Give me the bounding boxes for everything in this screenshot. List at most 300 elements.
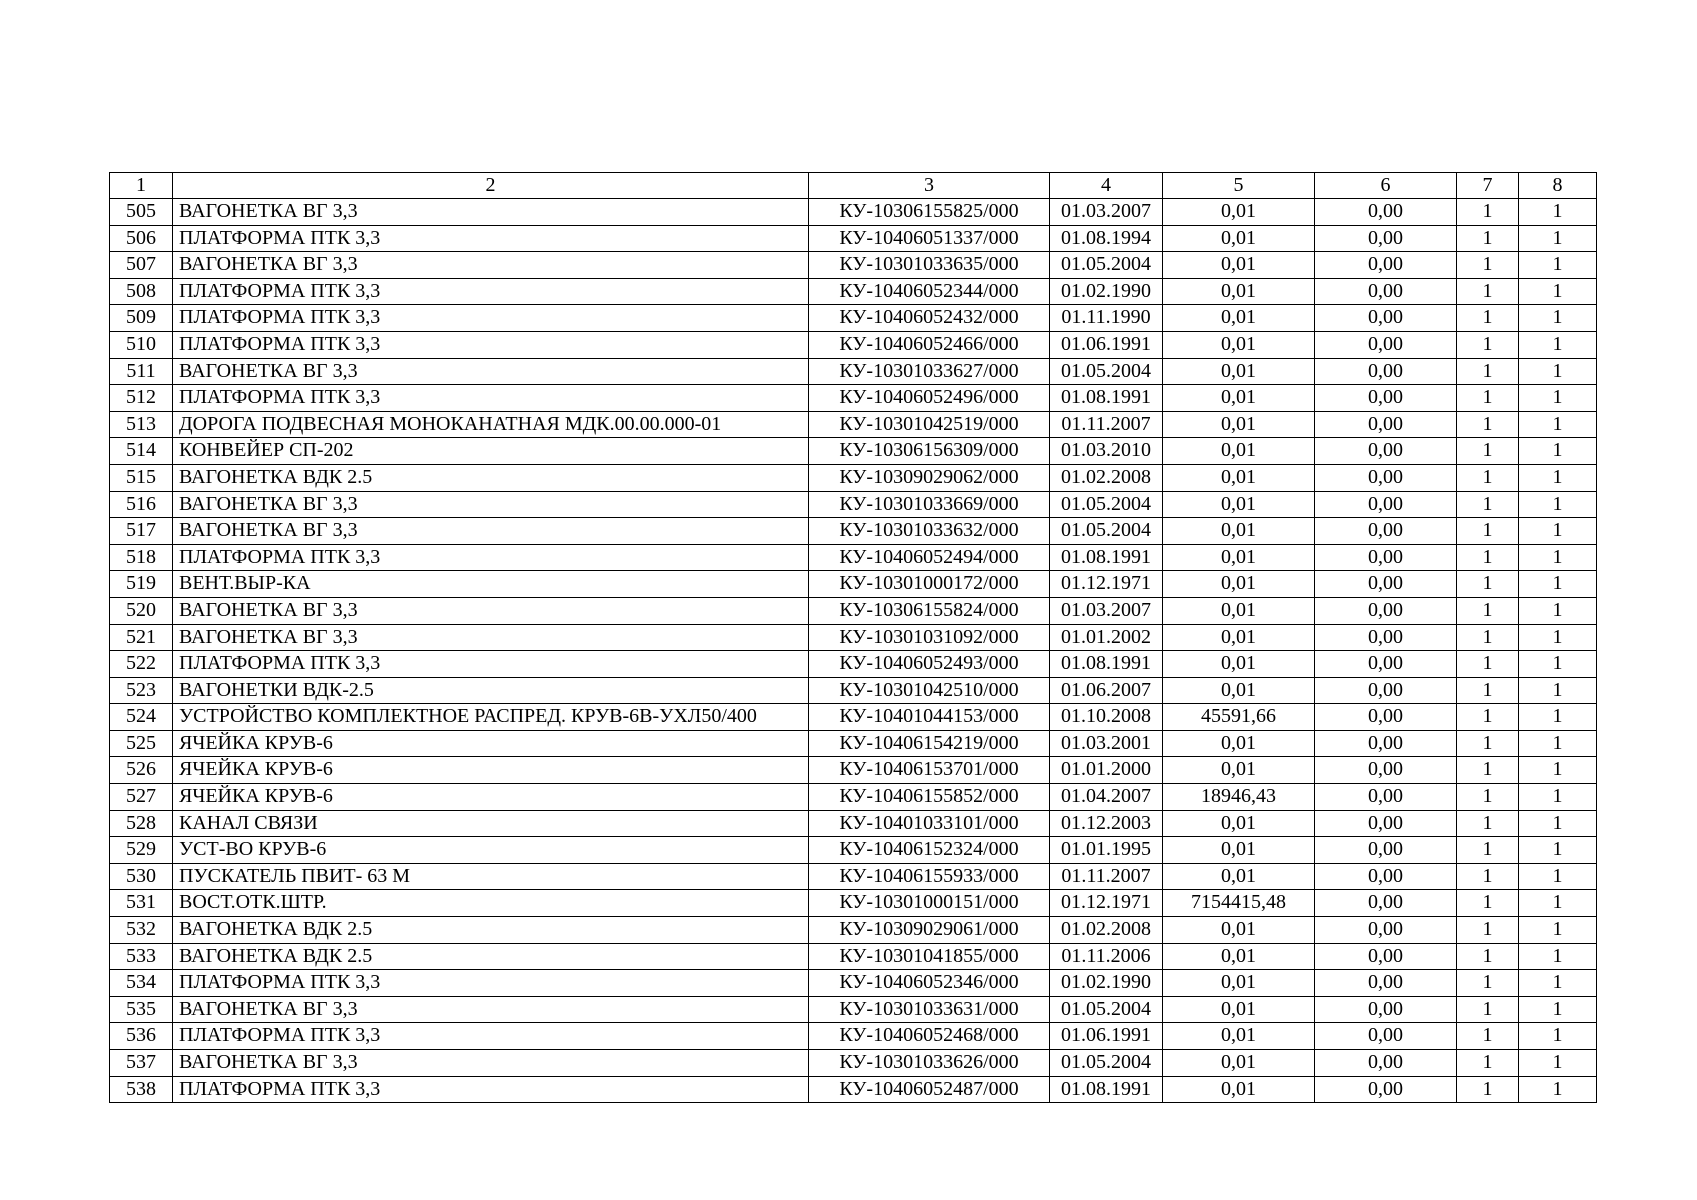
count-cell: 1 (1519, 677, 1597, 704)
date-cell: 01.02.1990 (1050, 278, 1163, 305)
value-cell: 0,01 (1163, 358, 1315, 385)
row-number: 508 (110, 278, 173, 305)
table-row (110, 331, 1597, 358)
value-cell: 0,00 (1315, 810, 1457, 837)
table-row (110, 757, 1597, 784)
table-row (110, 996, 1597, 1023)
row-number: 530 (110, 863, 173, 890)
asset-name: ВАГОНЕТКА ВДК 2.5 (173, 943, 809, 970)
value-cell: 0,00 (1315, 411, 1457, 438)
inventory-number: КУ-10301033669/000 (809, 491, 1050, 518)
count-cell: 1 (1457, 305, 1519, 332)
date-cell: 01.03.2007 (1050, 199, 1163, 226)
count-cell: 1 (1457, 411, 1519, 438)
row-number: 512 (110, 385, 173, 412)
count-cell: 1 (1519, 331, 1597, 358)
value-cell: 0,00 (1315, 917, 1457, 944)
asset-name: ВАГОНЕТКА ВДК 2.5 (173, 464, 809, 491)
column-header: 2 (173, 173, 809, 199)
count-cell: 1 (1519, 810, 1597, 837)
inventory-number: КУ-10306155824/000 (809, 597, 1050, 624)
inventory-number: КУ-10406052496/000 (809, 385, 1050, 412)
table-row (110, 305, 1597, 332)
value-cell: 0,00 (1315, 970, 1457, 997)
count-cell: 1 (1457, 863, 1519, 890)
count-cell: 1 (1457, 358, 1519, 385)
asset-name: ВАГОНЕТКА ВГ 3,3 (173, 996, 809, 1023)
value-cell: 0,00 (1315, 651, 1457, 678)
inventory-number: КУ-10401044153/000 (809, 704, 1050, 731)
value-cell: 0,00 (1315, 385, 1457, 412)
asset-name: ВАГОНЕТКА ВГ 3,3 (173, 199, 809, 226)
table-row (110, 278, 1597, 305)
asset-name: ВАГОНЕТКА ВГ 3,3 (173, 518, 809, 545)
date-cell: 01.11.2006 (1050, 943, 1163, 970)
count-cell: 1 (1519, 704, 1597, 731)
table-row (110, 358, 1597, 385)
value-cell: 0,01 (1163, 757, 1315, 784)
asset-name: УСТРОЙСТВО КОМПЛЕКТНОЕ РАСПРЕД. КРУВ-6В-УХЛ50/400 (173, 704, 809, 731)
count-cell: 1 (1457, 996, 1519, 1023)
inventory-number: КУ-10406052493/000 (809, 651, 1050, 678)
value-cell: 0,00 (1315, 757, 1457, 784)
inventory-number: КУ-10301031092/000 (809, 624, 1050, 651)
asset-name: ПЛАТФОРМА ПТК 3,3 (173, 385, 809, 412)
date-cell: 01.03.2007 (1050, 597, 1163, 624)
row-number: 518 (110, 544, 173, 571)
row-number: 522 (110, 651, 173, 678)
value-cell: 0,00 (1315, 518, 1457, 545)
row-number: 526 (110, 757, 173, 784)
value-cell: 0,01 (1163, 518, 1315, 545)
date-cell: 01.08.1991 (1050, 385, 1163, 412)
count-cell: 1 (1519, 597, 1597, 624)
row-number: 523 (110, 677, 173, 704)
value-cell: 0,00 (1315, 677, 1457, 704)
count-cell: 1 (1519, 252, 1597, 279)
date-cell: 01.11.2007 (1050, 411, 1163, 438)
asset-name: ПЛАТФОРМА ПТК 3,3 (173, 970, 809, 997)
row-number: 538 (110, 1076, 173, 1103)
date-cell: 01.06.2007 (1050, 677, 1163, 704)
asset-name: ПЛАТФОРМА ПТК 3,3 (173, 331, 809, 358)
count-cell: 1 (1519, 199, 1597, 226)
count-cell: 1 (1457, 438, 1519, 465)
date-cell: 01.08.1991 (1050, 651, 1163, 678)
value-cell: 0,01 (1163, 1076, 1315, 1103)
asset-name: ПЛАТФОРМА ПТК 3,3 (173, 278, 809, 305)
count-cell: 1 (1457, 199, 1519, 226)
date-cell: 01.11.1990 (1050, 305, 1163, 332)
inventory-number: КУ-10301042519/000 (809, 411, 1050, 438)
date-cell: 01.01.1995 (1050, 837, 1163, 864)
value-cell: 0,00 (1315, 730, 1457, 757)
date-cell: 01.03.2010 (1050, 438, 1163, 465)
count-cell: 1 (1519, 917, 1597, 944)
inventory-number: КУ-10301041855/000 (809, 943, 1050, 970)
count-cell: 1 (1519, 757, 1597, 784)
inventory-number: КУ-10306155825/000 (809, 199, 1050, 226)
date-cell: 01.02.1990 (1050, 970, 1163, 997)
table-row (110, 624, 1597, 651)
date-cell: 01.06.1991 (1050, 1023, 1163, 1050)
table-row (110, 464, 1597, 491)
asset-name: ВОСТ.ОТК.ШТР. (173, 890, 809, 917)
table-row (110, 544, 1597, 571)
value-cell: 0,01 (1163, 996, 1315, 1023)
table-row (110, 943, 1597, 970)
row-number: 519 (110, 571, 173, 598)
inventory-number: КУ-10401033101/000 (809, 810, 1050, 837)
row-number: 520 (110, 597, 173, 624)
value-cell: 0,01 (1163, 1050, 1315, 1077)
asset-name: ВАГОНЕТКА ВГ 3,3 (173, 597, 809, 624)
count-cell: 1 (1519, 464, 1597, 491)
value-cell: 0,00 (1315, 305, 1457, 332)
value-cell: 0,01 (1163, 1023, 1315, 1050)
value-cell: 0,01 (1163, 411, 1315, 438)
count-cell: 1 (1519, 411, 1597, 438)
asset-name: ВЕНТ.ВЫР-КА (173, 571, 809, 598)
asset-name: ВАГОНЕТКИ ВДК-2.5 (173, 677, 809, 704)
value-cell: 0,01 (1163, 943, 1315, 970)
count-cell: 1 (1519, 1076, 1597, 1103)
value-cell: 0,00 (1315, 438, 1457, 465)
count-cell: 1 (1519, 544, 1597, 571)
count-cell: 1 (1457, 1023, 1519, 1050)
value-cell: 0,00 (1315, 890, 1457, 917)
row-number: 535 (110, 996, 173, 1023)
table-row (110, 1076, 1597, 1103)
value-cell: 0,00 (1315, 278, 1457, 305)
column-header: 5 (1163, 173, 1315, 199)
value-cell: 0,00 (1315, 358, 1457, 385)
count-cell: 1 (1457, 491, 1519, 518)
count-cell: 1 (1457, 225, 1519, 252)
value-cell: 0,01 (1163, 491, 1315, 518)
date-cell: 01.02.2008 (1050, 464, 1163, 491)
table-row (110, 784, 1597, 811)
count-cell: 1 (1519, 385, 1597, 412)
value-cell: 0,01 (1163, 199, 1315, 226)
row-number: 529 (110, 837, 173, 864)
count-cell: 1 (1457, 837, 1519, 864)
table-row (110, 837, 1597, 864)
row-number: 517 (110, 518, 173, 545)
asset-name: ПУСКАТЕЛЬ ПВИТ- 63 М (173, 863, 809, 890)
value-cell: 0,00 (1315, 252, 1457, 279)
asset-name: КАНАЛ СВЯЗИ (173, 810, 809, 837)
count-cell: 1 (1457, 518, 1519, 545)
inventory-number: КУ-10301000151/000 (809, 890, 1050, 917)
date-cell: 01.03.2001 (1050, 730, 1163, 757)
count-cell: 1 (1457, 943, 1519, 970)
value-cell: 0,01 (1163, 917, 1315, 944)
row-number: 521 (110, 624, 173, 651)
date-cell: 01.08.1991 (1050, 544, 1163, 571)
date-cell: 01.12.2003 (1050, 810, 1163, 837)
table-row (110, 704, 1597, 731)
value-cell: 0,00 (1315, 331, 1457, 358)
table-row (110, 917, 1597, 944)
count-cell: 1 (1519, 438, 1597, 465)
count-cell: 1 (1457, 784, 1519, 811)
count-cell: 1 (1519, 784, 1597, 811)
asset-name: ВАГОНЕТКА ВГ 3,3 (173, 1050, 809, 1077)
inventory-number: КУ-10301033631/000 (809, 996, 1050, 1023)
value-cell: 0,00 (1315, 544, 1457, 571)
value-cell: 0,01 (1163, 730, 1315, 757)
asset-table (109, 172, 1597, 1103)
asset-name: ПЛАТФОРМА ПТК 3,3 (173, 651, 809, 678)
row-number: 507 (110, 252, 173, 279)
row-number: 513 (110, 411, 173, 438)
row-number: 525 (110, 730, 173, 757)
value-cell: 45591,66 (1163, 704, 1315, 731)
date-cell: 01.12.1971 (1050, 571, 1163, 598)
inventory-number: КУ-10406052468/000 (809, 1023, 1050, 1050)
table-row (110, 597, 1597, 624)
value-cell: 0,01 (1163, 863, 1315, 890)
value-cell: 0,01 (1163, 544, 1315, 571)
count-cell: 1 (1457, 917, 1519, 944)
value-cell: 0,01 (1163, 464, 1315, 491)
count-cell: 1 (1457, 624, 1519, 651)
asset-name: ПЛАТФОРМА ПТК 3,3 (173, 544, 809, 571)
table-row (110, 252, 1597, 279)
row-number: 536 (110, 1023, 173, 1050)
row-number: 534 (110, 970, 173, 997)
date-cell: 01.01.2000 (1050, 757, 1163, 784)
value-cell: 0,01 (1163, 278, 1315, 305)
row-number: 510 (110, 331, 173, 358)
count-cell: 1 (1519, 305, 1597, 332)
count-cell: 1 (1519, 651, 1597, 678)
count-cell: 1 (1457, 252, 1519, 279)
asset-name: ЯЧЕЙКА КРУВ-6 (173, 784, 809, 811)
value-cell: 0,01 (1163, 571, 1315, 598)
date-cell: 01.12.1971 (1050, 890, 1163, 917)
count-cell: 1 (1519, 837, 1597, 864)
date-cell: 01.10.2008 (1050, 704, 1163, 731)
table-row (110, 491, 1597, 518)
inventory-number: КУ-10301033635/000 (809, 252, 1050, 279)
date-cell: 01.06.1991 (1050, 331, 1163, 358)
table-row (110, 890, 1597, 917)
asset-name: ЯЧЕЙКА КРУВ-6 (173, 757, 809, 784)
table-row (110, 1023, 1597, 1050)
count-cell: 1 (1519, 943, 1597, 970)
column-header: 6 (1315, 173, 1457, 199)
asset-name: ВАГОНЕТКА ВГ 3,3 (173, 358, 809, 385)
asset-name: ВАГОНЕТКА ВГ 3,3 (173, 252, 809, 279)
date-cell: 01.05.2004 (1050, 252, 1163, 279)
inventory-number: КУ-10309029061/000 (809, 917, 1050, 944)
inventory-number: КУ-10406155852/000 (809, 784, 1050, 811)
value-cell: 0,00 (1315, 1076, 1457, 1103)
asset-name: ПЛАТФОРМА ПТК 3,3 (173, 305, 809, 332)
row-number: 532 (110, 917, 173, 944)
asset-name: ПЛАТФОРМА ПТК 3,3 (173, 1023, 809, 1050)
value-cell: 0,01 (1163, 677, 1315, 704)
asset-name: ВАГОНЕТКА ВДК 2.5 (173, 917, 809, 944)
table-row (110, 730, 1597, 757)
date-cell: 01.05.2004 (1050, 1050, 1163, 1077)
value-cell: 0,00 (1315, 1050, 1457, 1077)
value-cell: 0,00 (1315, 1023, 1457, 1050)
asset-name: ВАГОНЕТКА ВГ 3,3 (173, 624, 809, 651)
inventory-number: КУ-10406052346/000 (809, 970, 1050, 997)
column-header: 7 (1457, 173, 1519, 199)
value-cell: 0,01 (1163, 837, 1315, 864)
count-cell: 1 (1457, 464, 1519, 491)
count-cell: 1 (1519, 278, 1597, 305)
value-cell: 0,01 (1163, 305, 1315, 332)
row-number: 515 (110, 464, 173, 491)
value-cell: 0,00 (1315, 571, 1457, 598)
count-cell: 1 (1457, 1050, 1519, 1077)
count-cell: 1 (1519, 1023, 1597, 1050)
row-number: 537 (110, 1050, 173, 1077)
value-cell: 0,01 (1163, 970, 1315, 997)
row-number: 509 (110, 305, 173, 332)
inventory-number: КУ-10309029062/000 (809, 464, 1050, 491)
inventory-number: КУ-10406052487/000 (809, 1076, 1050, 1103)
inventory-number: КУ-10406052344/000 (809, 278, 1050, 305)
value-cell: 0,01 (1163, 651, 1315, 678)
table-row (110, 438, 1597, 465)
table-row (110, 1050, 1597, 1077)
count-cell: 1 (1457, 890, 1519, 917)
value-cell: 0,00 (1315, 704, 1457, 731)
inventory-number: КУ-10301033632/000 (809, 518, 1050, 545)
inventory-number: КУ-10406154219/000 (809, 730, 1050, 757)
inventory-number: КУ-10406155933/000 (809, 863, 1050, 890)
value-cell: 0,01 (1163, 385, 1315, 412)
date-cell: 01.08.1994 (1050, 225, 1163, 252)
table-row (110, 411, 1597, 438)
table-body (110, 199, 1597, 1103)
row-number: 527 (110, 784, 173, 811)
count-cell: 1 (1519, 358, 1597, 385)
value-cell: 0,00 (1315, 464, 1457, 491)
count-cell: 1 (1519, 730, 1597, 757)
count-cell: 1 (1519, 571, 1597, 598)
value-cell: 0,00 (1315, 784, 1457, 811)
count-cell: 1 (1457, 385, 1519, 412)
date-cell: 01.11.2007 (1050, 863, 1163, 890)
value-cell: 0,01 (1163, 597, 1315, 624)
inventory-number: КУ-10406051337/000 (809, 225, 1050, 252)
date-cell: 01.02.2008 (1050, 917, 1163, 944)
count-cell: 1 (1519, 863, 1597, 890)
inventory-number: КУ-10406052466/000 (809, 331, 1050, 358)
table-row (110, 518, 1597, 545)
value-cell: 0,00 (1315, 491, 1457, 518)
table-row (110, 863, 1597, 890)
count-cell: 1 (1457, 757, 1519, 784)
table-row (110, 810, 1597, 837)
asset-name: ПЛАТФОРМА ПТК 3,3 (173, 1076, 809, 1103)
table-row (110, 970, 1597, 997)
count-cell: 1 (1457, 278, 1519, 305)
value-cell: 0,00 (1315, 863, 1457, 890)
date-cell: 01.04.2007 (1050, 784, 1163, 811)
inventory-number: КУ-10306156309/000 (809, 438, 1050, 465)
value-cell: 0,01 (1163, 331, 1315, 358)
asset-name: ДОРОГА ПОДВЕСНАЯ МОНОКАНАТНАЯ МДК.00.00.000-01 (173, 411, 809, 438)
value-cell: 0,00 (1315, 597, 1457, 624)
column-header: 4 (1050, 173, 1163, 199)
value-cell: 0,01 (1163, 225, 1315, 252)
table-row (110, 651, 1597, 678)
inventory-number: КУ-10406052494/000 (809, 544, 1050, 571)
value-cell: 0,00 (1315, 225, 1457, 252)
table-row (110, 225, 1597, 252)
inventory-number: КУ-10301033627/000 (809, 358, 1050, 385)
count-cell: 1 (1457, 810, 1519, 837)
count-cell: 1 (1519, 624, 1597, 651)
count-cell: 1 (1519, 491, 1597, 518)
row-number: 514 (110, 438, 173, 465)
table-row (110, 385, 1597, 412)
inventory-number: КУ-10406052432/000 (809, 305, 1050, 332)
count-cell: 1 (1457, 597, 1519, 624)
count-cell: 1 (1457, 970, 1519, 997)
row-number: 528 (110, 810, 173, 837)
value-cell: 0,00 (1315, 996, 1457, 1023)
count-cell: 1 (1457, 704, 1519, 731)
count-cell: 1 (1519, 890, 1597, 917)
value-cell: 0,00 (1315, 624, 1457, 651)
inventory-number: КУ-10301000172/000 (809, 571, 1050, 598)
count-cell: 1 (1519, 518, 1597, 545)
date-cell: 01.05.2004 (1050, 358, 1163, 385)
header-row (110, 173, 1597, 199)
value-cell: 0,01 (1163, 252, 1315, 279)
count-cell: 1 (1457, 651, 1519, 678)
count-cell: 1 (1519, 996, 1597, 1023)
row-number: 516 (110, 491, 173, 518)
asset-name: ПЛАТФОРМА ПТК 3,3 (173, 225, 809, 252)
asset-name: УСТ-ВО КРУВ-6 (173, 837, 809, 864)
table-row (110, 677, 1597, 704)
row-number: 505 (110, 199, 173, 226)
date-cell: 01.05.2004 (1050, 491, 1163, 518)
row-number: 524 (110, 704, 173, 731)
row-number: 506 (110, 225, 173, 252)
value-cell: 0,00 (1315, 943, 1457, 970)
asset-name: ВАГОНЕТКА ВГ 3,3 (173, 491, 809, 518)
column-header: 1 (110, 173, 173, 199)
count-cell: 1 (1457, 677, 1519, 704)
table-row (110, 199, 1597, 226)
inventory-number: КУ-10406153701/000 (809, 757, 1050, 784)
count-cell: 1 (1457, 730, 1519, 757)
count-cell: 1 (1519, 970, 1597, 997)
inventory-number: КУ-10301042510/000 (809, 677, 1050, 704)
count-cell: 1 (1457, 544, 1519, 571)
row-number: 533 (110, 943, 173, 970)
value-cell: 7154415,48 (1163, 890, 1315, 917)
value-cell: 0,01 (1163, 438, 1315, 465)
asset-name: ЯЧЕЙКА КРУВ-6 (173, 730, 809, 757)
date-cell: 01.01.2002 (1050, 624, 1163, 651)
inventory-number: КУ-10301033626/000 (809, 1050, 1050, 1077)
table-row (110, 571, 1597, 598)
inventory-number: КУ-10406152324/000 (809, 837, 1050, 864)
column-header: 8 (1519, 173, 1597, 199)
